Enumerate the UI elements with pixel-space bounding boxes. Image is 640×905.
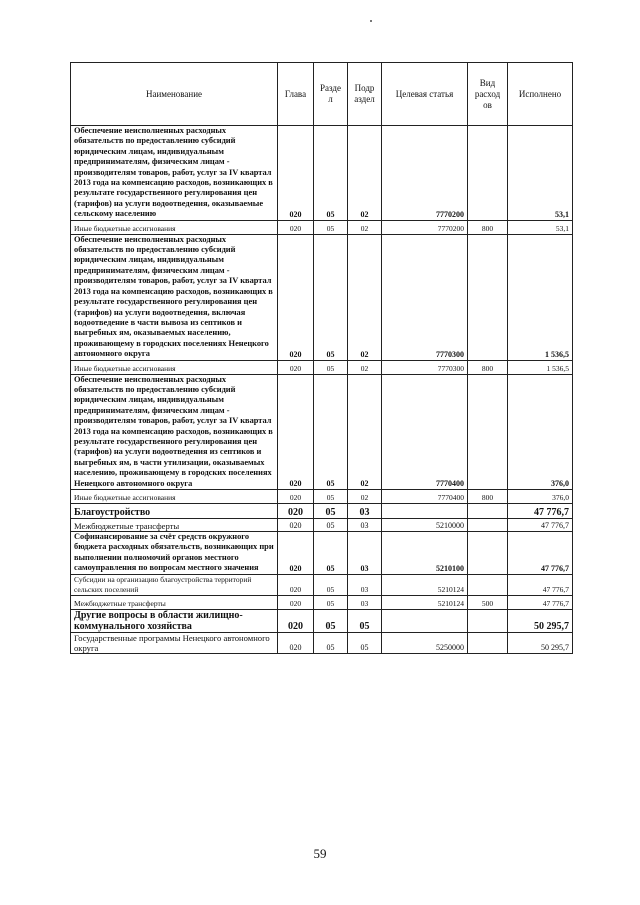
row-name: Иные бюджетные ассигнования	[71, 220, 278, 234]
row-name: Субсидии на организацию благоустройства территорий сельских поселений	[71, 574, 278, 595]
row-section: 05	[314, 574, 348, 595]
table-row	[71, 519, 573, 532]
table-row	[71, 234, 573, 360]
row-kind: 800	[468, 360, 508, 374]
header-name: Наименование	[71, 63, 278, 126]
row-executed: 1 536,5	[508, 360, 573, 374]
row-kind	[468, 374, 508, 489]
table-header	[71, 63, 573, 126]
row-chapter: 020	[278, 360, 314, 374]
table-row	[71, 632, 573, 653]
row-subsection: 03	[348, 532, 382, 575]
row-name: Иные бюджетные ассигнования	[71, 360, 278, 374]
row-section: 05	[314, 126, 348, 221]
row-subsection: 02	[348, 234, 382, 360]
row-subsection: 03	[348, 519, 382, 532]
row-executed: 50 295,7	[508, 609, 573, 632]
row-subsection: 02	[348, 220, 382, 234]
row-name: Межбюджетные трансферты	[71, 519, 278, 532]
table-row	[71, 126, 573, 221]
row-subsection: 02	[348, 374, 382, 489]
row-section: 05	[314, 360, 348, 374]
row-kind	[468, 234, 508, 360]
row-executed: 50 295,7	[508, 632, 573, 653]
row-chapter: 020	[278, 220, 314, 234]
table-row	[71, 490, 573, 504]
header-target: Целевая статья	[382, 63, 468, 126]
row-target: 5210100	[382, 532, 468, 575]
row-subsection: 02	[348, 360, 382, 374]
row-kind: 800	[468, 490, 508, 504]
row-kind	[468, 532, 508, 575]
row-target: 7770400	[382, 374, 468, 489]
row-executed: 53,1	[508, 220, 573, 234]
scan-speck	[370, 20, 372, 22]
row-kind	[468, 126, 508, 221]
row-subsection: 02	[348, 490, 382, 504]
row-subsection: 02	[348, 126, 382, 221]
row-chapter: 020	[278, 374, 314, 489]
row-kind	[468, 504, 508, 519]
row-executed: 47 776,7	[508, 504, 573, 519]
row-name: Иные бюджетные ассигнования	[71, 490, 278, 504]
row-target: 7770200	[382, 220, 468, 234]
row-name: Софинансирование за счёт средств окружного бюджета расходных обязательств, возникающих при выполнении полномочий органов местного самоуправления по вопросам местного значения	[71, 532, 278, 575]
row-target: 7770300	[382, 234, 468, 360]
row-chapter: 020	[278, 504, 314, 519]
row-section: 05	[314, 532, 348, 575]
row-executed: 53,1	[508, 126, 573, 221]
row-target: 5210124	[382, 595, 468, 609]
table-row	[71, 595, 573, 609]
header-chapter: Глава	[278, 63, 314, 126]
row-kind: 500	[468, 595, 508, 609]
table-row	[71, 574, 573, 595]
row-chapter: 020	[278, 519, 314, 532]
table-row	[71, 532, 573, 575]
row-section: 05	[314, 234, 348, 360]
header-subsection: Подр аздел	[348, 63, 382, 126]
row-name: Обеспечение неисполненных расходных обязательств по предоставлению субсидий юридическим лицам, индивидуальным предпринимателям, физическим лицам - производителям товаров, работ, услуг за IV квартал 2013 года на компенсацию расходов, возникающих в результате государственного регулирования цен (тарифов) на услуги водоотведения, включая водоотведение в части вывоза из септиков и выгребных ям, оказываемых населению, проживающему в городских поселениях Ненецкого автономного округа	[71, 234, 278, 360]
row-kind	[468, 574, 508, 595]
row-kind: 800	[468, 220, 508, 234]
row-target: 5210124	[382, 574, 468, 595]
row-executed: 47 776,7	[508, 574, 573, 595]
row-section: 05	[314, 374, 348, 489]
table-row	[71, 360, 573, 374]
table-row	[71, 374, 573, 489]
row-subsection: 03	[348, 574, 382, 595]
row-section: 05	[314, 609, 348, 632]
row-name: Другие вопросы в области жилищно-коммунального хозяйства	[71, 609, 278, 632]
row-chapter: 020	[278, 490, 314, 504]
row-chapter: 020	[278, 574, 314, 595]
row-name: Обеспечение неисполненных расходных обязательств по предоставлению субсидий юридическим лицам, индивидуальным предпринимателям, физическим лицам - производителям товаров, работ, услуг за IV квартал 2013 года на компенсацию расходов, возникающих в результате государственного регулирования цен (тарифов) на услуги водоотведения из септиков и выгребных ям, в части утилизации, оказываемых населению, проживающему в городских поселениях Ненецкого автономного округа	[71, 374, 278, 489]
row-name: Государственные программы Ненецкого автономного округа	[71, 632, 278, 653]
row-subsection: 05	[348, 609, 382, 632]
row-chapter: 020	[278, 234, 314, 360]
row-target: 5210000	[382, 519, 468, 532]
row-chapter: 020	[278, 609, 314, 632]
row-target: 7770200	[382, 126, 468, 221]
row-kind	[468, 632, 508, 653]
row-section: 05	[314, 595, 348, 609]
row-chapter: 020	[278, 595, 314, 609]
table-row	[71, 609, 573, 632]
row-target: 7770300	[382, 360, 468, 374]
header-section: Разде л	[314, 63, 348, 126]
row-name: Межбюджетные трансферты	[71, 595, 278, 609]
row-subsection: 03	[348, 504, 382, 519]
row-chapter: 020	[278, 632, 314, 653]
row-name: Благоустройство	[71, 504, 278, 519]
row-executed: 47 776,7	[508, 519, 573, 532]
row-target	[382, 504, 468, 519]
row-executed: 1 536,5	[508, 234, 573, 360]
row-subsection: 03	[348, 595, 382, 609]
header-executed: Исполнено	[508, 63, 573, 126]
row-section: 05	[314, 632, 348, 653]
row-section: 05	[314, 490, 348, 504]
row-subsection: 05	[348, 632, 382, 653]
row-executed: 376,0	[508, 374, 573, 489]
row-section: 05	[314, 504, 348, 519]
row-executed: 47 776,7	[508, 532, 573, 575]
budget-table	[70, 62, 573, 654]
table-row	[71, 504, 573, 519]
row-section: 05	[314, 220, 348, 234]
row-name: Обеспечение неисполненных расходных обязательств по предоставлению субсидий юридическим лицам, индивидуальным предпринимателям, физическим лицам - производителям товаров, работ, услуг за IV квартал 2013 года на компенсацию расходов, возникающих в результате государственного регулирования цен (тарифов) на услуги водоотведения, оказываемые сельскому населению	[71, 126, 278, 221]
row-executed: 47 776,7	[508, 595, 573, 609]
row-section: 05	[314, 519, 348, 532]
page-number: 59	[313, 846, 327, 861]
row-kind	[468, 609, 508, 632]
header-kind: Вид расход ов	[468, 63, 508, 126]
row-executed: 376,0	[508, 490, 573, 504]
row-target	[382, 609, 468, 632]
table-row	[71, 220, 573, 234]
row-chapter: 020	[278, 532, 314, 575]
row-target: 7770400	[382, 490, 468, 504]
row-kind	[468, 519, 508, 532]
row-chapter: 020	[278, 126, 314, 221]
row-target: 5250000	[382, 632, 468, 653]
